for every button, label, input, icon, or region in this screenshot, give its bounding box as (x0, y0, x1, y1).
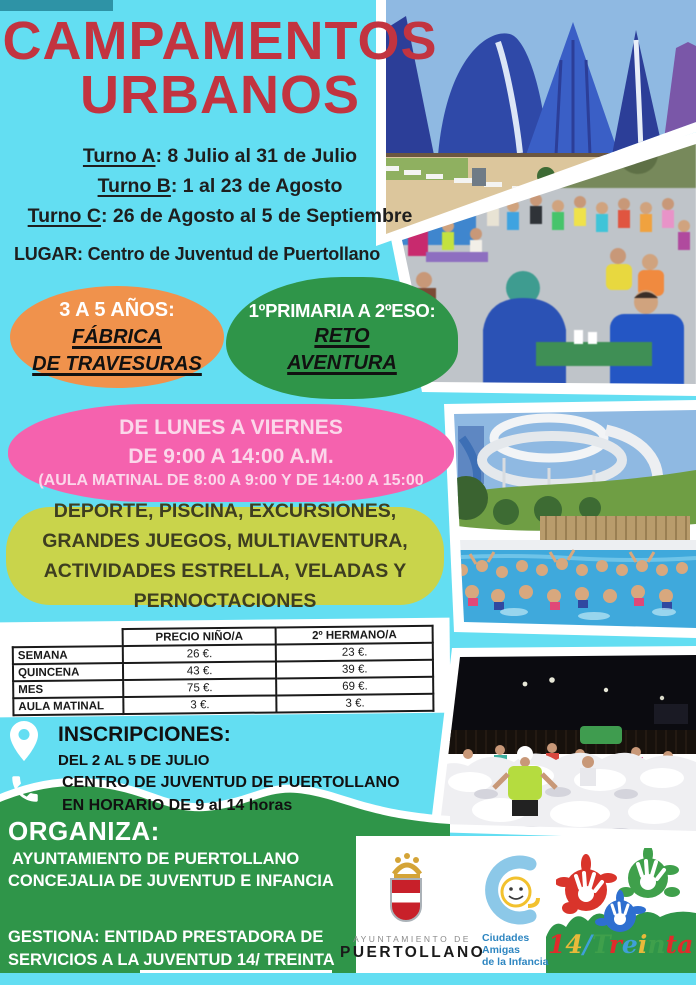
red-handprint (556, 854, 617, 914)
group-infantil-bubble (10, 286, 224, 388)
ayuntamiento-logo-line-2: PUERTOLLANO (340, 944, 486, 961)
green-handprint (618, 848, 680, 898)
inscriptions-place: CENTRO DE JUVENTUD DE PUERTOLLANO (62, 774, 400, 791)
group-infantil-age: 3 A 5 AÑOS: (59, 298, 175, 321)
activities-text: DEPORTE, PISCINA, EXCURSIONES, GRANDES JUEGOS, MULTIAVENTURA, ACTIVIDADES ESTRELLA, VELADAS Y PERNOCTACIONES (42, 499, 408, 613)
price-table (12, 625, 435, 716)
photo-foam-party (430, 642, 696, 848)
schedule-line-3: (AULA MATINAL DE 8:00 A 9:00 Y DE 14:00 A 15:00 (38, 471, 424, 489)
inscriptions-dates: DEL 2 AL 5 DE JULIO (58, 752, 210, 769)
price-col-hermano: 2º HERMANO/A (276, 626, 433, 645)
schedule-line-1: DE LUNES A VIERNES (119, 416, 343, 440)
turno-a: Turno A: 8 Julio al 31 de Julio (82, 145, 358, 167)
turno-c: Turno C: 26 de Agosto al 5 de Septiembre (27, 205, 413, 228)
location-pin-icon (10, 721, 38, 761)
organiza-title: ORGANIZA: (8, 816, 160, 846)
ayuntamiento-logo-line-1: AYUNTAMIENTO DE (353, 934, 471, 944)
table-row: QUINCENA 43 €. 39 €. (13, 660, 433, 681)
title-line-1: CAMPAMENTOS (2, 11, 438, 71)
group-primaria-name-1: RETO (314, 325, 370, 348)
turno-b: Turno B: 1 al 23 de Agosto (97, 175, 343, 198)
bottom-accent-strip (0, 973, 696, 985)
foam-party-scene (430, 642, 696, 848)
ayuntamiento-shield-icon (390, 878, 422, 922)
group-infantil-name-1: FÁBRICA (72, 325, 162, 348)
inscriptions-title: INSCRIPCIONES: (58, 723, 231, 746)
price-table-corner (13, 629, 123, 647)
pool-group-scene (444, 398, 696, 644)
organiza-line-1: AYUNTAMIENTO DE PUERTOLLANO (12, 850, 300, 868)
phone-icon (8, 772, 42, 806)
unicef-child-friendly-icon (478, 850, 550, 934)
activities-box (6, 499, 444, 613)
group-primaria-bubble (226, 277, 458, 399)
lugar-line: LUGAR: Centro de Juventud de Puertollano (14, 244, 381, 264)
organiza-line-2: CONCEJALIA DE JUVENTUD E INFANCIA (8, 872, 334, 890)
price-col-nino: PRECIO NIÑO/A (122, 627, 276, 646)
gestiona-line-1: GESTIONA: ENTIDAD PRESTADORA DE (8, 928, 324, 946)
schedule-line-2: DE 9:00 A 14:00 A.M. (128, 444, 334, 468)
ayuntamiento-crown-icon (388, 852, 426, 878)
inscriptions-hours: EN HORARIO DE 9 al 14 horas (62, 797, 293, 814)
top-accent-bar (0, 0, 113, 11)
price-table-panel (0, 618, 450, 718)
gestiona-line-2: SERVICIOS A LA JUVENTUD 14/ TREINTA (8, 951, 335, 969)
group-infantil-name-2: DE TRAVESURAS (32, 352, 202, 375)
photo-pool-group (444, 398, 696, 644)
treinta-handprints-icon (556, 848, 696, 938)
page-title (0, 11, 440, 125)
schedule-bubble (8, 404, 454, 502)
group-primaria-name-2: AVENTURA (287, 352, 397, 375)
table-row: MES 75 €. 69 €. (13, 677, 433, 698)
turnos-list (0, 141, 440, 232)
unicef-logo-text: Ciudades Amigas de la Infancia (482, 932, 549, 969)
table-row: SEMANA 26 €. 23 €. (13, 643, 433, 664)
table-row: AULA MATINAL 3 €. 3 €. (13, 694, 433, 715)
treinta-wordmark: 14/Treinta (548, 930, 694, 959)
group-primaria-age: 1ºPRIMARIA A 2ºESO: (248, 299, 436, 321)
title-line-2: URBANOS (79, 65, 360, 125)
